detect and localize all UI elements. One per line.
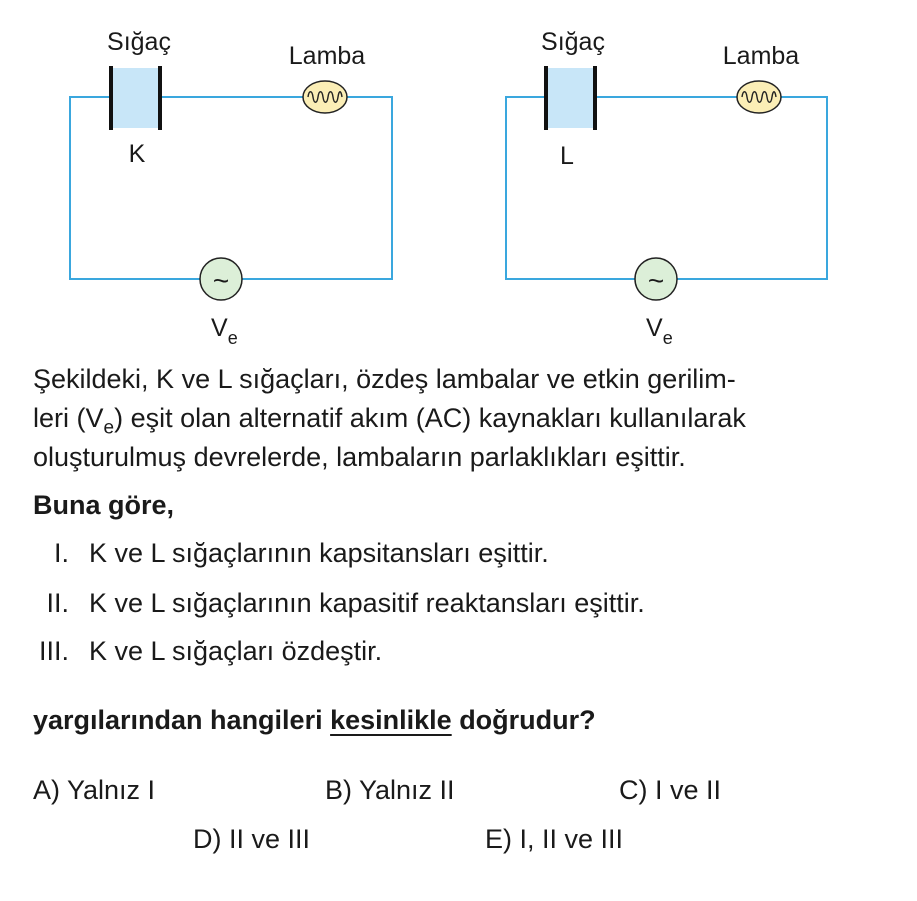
option-a[interactable]: A) Yalnız I [33,775,156,805]
circuit-diagrams [0,0,917,360]
question-line-3: oluşturulmuş devrelerde, lambaların parlaklıkları eşittir. [33,442,686,472]
ac-source-left-symbol: ~ [212,265,230,296]
lamp-left-title: Lamba [288,42,366,70]
final-question-emphasis: kesinlikle [330,705,452,735]
lamp-left-icon [303,81,347,113]
statement-2-text: K ve L sığaçlarının kapasitif reaktansları eşittir. [89,588,645,618]
question-line-1: Şekildeki, K ve L sığaçları, özdeş lambalar ve etkin gerilim- [33,364,736,394]
option-c[interactable]: C) I ve II [619,775,722,805]
capacitor-l-body [546,68,595,128]
option-e[interactable]: E) I, II ve III [485,824,624,854]
statement-1-number: I. [53,538,69,568]
final-question-pre: yargılarından hangileri [33,705,331,735]
option-b[interactable]: B) Yalnız II [325,775,455,805]
question-line-2-pre: leri (V [33,403,104,433]
lamp-right-title: Lamba [722,42,800,70]
statement-1-text: K ve L sığaçlarının kapsitansları eşittir. [89,538,549,568]
question-prompt: Buna göre, [33,490,175,520]
source-left-label: $V_e$ [211,314,238,348]
capacitor-left-label: K [128,140,146,168]
lamp-right-icon [737,81,781,113]
capacitor-right-label: L [560,142,574,170]
capacitor-k-body [111,68,160,128]
capacitor-left-title: Sığaç [107,28,171,56]
final-question-post: doğrudur? [451,705,596,735]
final-question [33,700,596,740]
capacitor-right-title: Sığaç [541,28,605,56]
ac-source-right-symbol: ~ [647,265,665,296]
question-line-2 [33,398,746,438]
statement-2-number: II. [46,588,69,618]
statement-3-text: K ve L sığaçları özdeştir. [89,636,383,666]
question-line-2-post: ) eşit olan alternatif akım (AC) kaynakları kullanılarak [114,403,746,433]
circuit-left [70,28,392,348]
option-d[interactable]: D) II ve III [193,824,311,854]
source-right-label: $V_e$ [646,314,673,348]
question-line-2-sub: e [103,417,115,439]
circuit-right [506,28,827,348]
statement-3-number: III. [38,636,69,666]
